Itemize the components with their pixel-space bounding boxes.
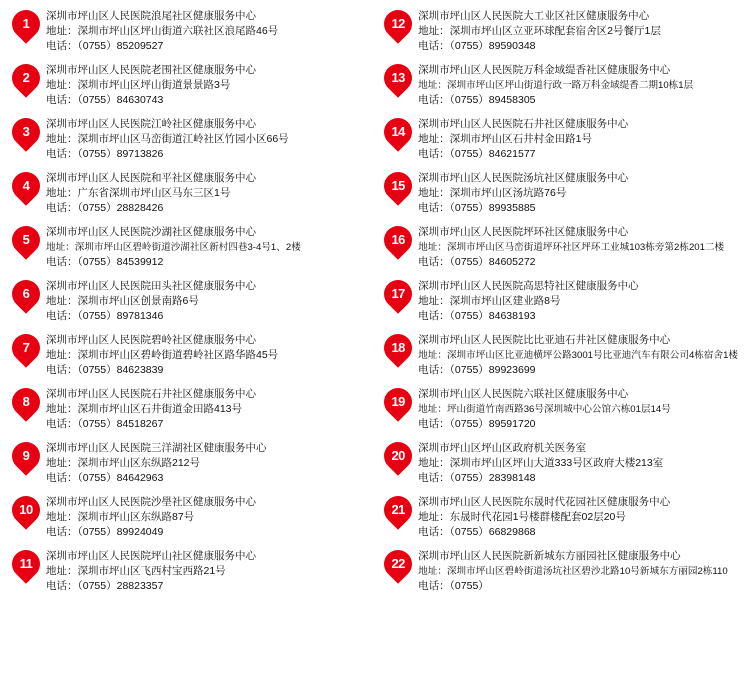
address-label: 地址： <box>46 565 78 577</box>
center-address-line <box>418 510 738 525</box>
address-label: 地址： <box>418 404 447 415</box>
map-pin-icon <box>384 118 412 152</box>
list-item-info <box>46 548 368 594</box>
list-item[interactable] <box>384 278 738 324</box>
list-item-info <box>46 494 368 540</box>
center-phone: （0755）89924049 <box>77 526 164 538</box>
center-phone: （0755）89935885 <box>449 202 536 214</box>
map-pin-icon <box>12 118 40 152</box>
map-pin-icon <box>384 388 412 422</box>
map-pin-icon <box>12 64 40 98</box>
center-name: 深圳市坪山区人民医院沙壆社区健康服务中心 <box>46 496 256 508</box>
center-address: 深圳市坪山区坪山大道333号区政府大楼213室 <box>449 457 664 469</box>
center-address-line <box>418 24 738 39</box>
center-name: 深圳市坪山区人民医院比比亚迪石井社区健康服务中心 <box>418 334 671 346</box>
center-phone-line <box>418 417 738 432</box>
list-item[interactable] <box>384 224 738 270</box>
center-address-line <box>46 24 368 39</box>
list-item[interactable] <box>12 332 368 378</box>
phone-label: 电话： <box>46 526 78 538</box>
pin-number: 11 <box>19 556 33 571</box>
center-phone-line <box>46 93 368 108</box>
phone-label: 电话： <box>46 472 78 484</box>
list-item[interactable] <box>12 278 368 324</box>
map-pin-icon <box>384 64 412 98</box>
address-label: 地址： <box>46 511 78 523</box>
center-phone-line <box>418 579 738 594</box>
list-item-info <box>418 170 738 216</box>
phone-label: 电话： <box>418 256 450 268</box>
map-pin-icon <box>384 172 412 206</box>
center-address-line <box>418 564 738 579</box>
address-label: 地址： <box>418 457 450 469</box>
pin-number: 14 <box>391 124 405 139</box>
center-name: 深圳市坪山区人民医院浪尾社区健康服务中心 <box>46 10 256 22</box>
pin-number: 12 <box>391 16 405 31</box>
list-item-info <box>418 278 738 324</box>
address-label: 地址： <box>418 295 450 307</box>
phone-label: 电话： <box>418 310 450 322</box>
center-address-line <box>46 402 368 417</box>
pin-number: 10 <box>19 502 33 517</box>
center-address: 深圳市坪山区东纵路212号 <box>77 457 201 469</box>
phone-label: 电话： <box>418 202 450 214</box>
map-pin-icon <box>12 496 40 530</box>
list-item[interactable] <box>384 386 738 432</box>
center-address: 深圳市坪山区石井街道金田路413号 <box>77 403 243 415</box>
phone-label: 电话： <box>46 418 78 430</box>
pin-number: 16 <box>391 232 405 247</box>
phone-label: 电话： <box>46 310 78 322</box>
address-label: 地址： <box>46 457 78 469</box>
list-item[interactable] <box>384 170 738 216</box>
address-label: 地址： <box>46 79 78 91</box>
phone-label: 电话： <box>418 94 450 106</box>
pin-number: 18 <box>391 340 405 355</box>
center-phone: （0755）89591720 <box>449 418 536 430</box>
center-address: 深圳市坪山区东纵路87号 <box>77 511 195 523</box>
center-address: 深圳市坪山区立亚环球配套宿舍区2号餐厅1层 <box>449 25 661 37</box>
center-phone-line <box>46 255 368 270</box>
phone-label: 电话： <box>46 202 78 214</box>
center-phone-line <box>418 309 738 324</box>
center-address: 深圳市坪山区坪山街道景景路3号 <box>77 79 231 91</box>
center-address-line <box>46 564 368 579</box>
center-phone-line <box>418 39 738 54</box>
center-address: 深圳市坪山区创景南路6号 <box>77 295 199 307</box>
center-address-line <box>46 294 368 309</box>
list-item[interactable] <box>12 494 368 540</box>
center-phone: （0755） <box>449 580 489 592</box>
list-item-info <box>46 62 368 108</box>
center-phone: （0755）84638193 <box>449 310 536 322</box>
address-label: 地址： <box>418 25 450 37</box>
list-item[interactable] <box>384 494 738 540</box>
map-pin-icon <box>12 10 40 44</box>
map-pin-icon <box>384 442 412 476</box>
center-name: 深圳市坪山区人民医院高思特社区健康服务中心 <box>418 280 639 292</box>
center-address: 广东省深圳市坪山区马东三区1号 <box>77 187 231 199</box>
right-column <box>374 8 738 665</box>
address-label: 地址： <box>418 133 450 145</box>
pin-number: 4 <box>22 178 30 193</box>
list-item[interactable] <box>384 8 738 54</box>
center-phone: （0755）89923699 <box>449 364 536 376</box>
phone-label: 电话： <box>46 256 78 268</box>
center-name: 深圳市坪山区人民医院石井社区健康服务中心 <box>418 118 629 130</box>
list-item-info <box>418 332 738 378</box>
address-label: 地址： <box>46 403 78 415</box>
center-address-line <box>46 510 368 525</box>
center-name: 深圳市坪山区人民医院三洋湖社区健康服务中心 <box>46 442 267 454</box>
center-phone-line <box>418 147 738 162</box>
center-name: 深圳市坪山区人民医院大工业区社区健康服务中心 <box>418 10 650 22</box>
pin-number: 17 <box>391 286 405 301</box>
center-phone-line <box>46 309 368 324</box>
address-label: 地址： <box>418 511 450 523</box>
phone-label: 电话： <box>46 148 78 160</box>
list-item[interactable] <box>12 386 368 432</box>
list-item-info <box>418 386 738 432</box>
center-phone: （0755）84621577 <box>449 148 536 160</box>
center-phone: （0755）89781346 <box>77 310 164 322</box>
center-phone-line <box>418 363 738 378</box>
left-column <box>12 8 374 665</box>
list-item-info <box>418 440 738 486</box>
center-name: 深圳市坪山区人民医院老围社区健康服务中心 <box>46 64 256 76</box>
list-item-info <box>46 170 368 216</box>
list-item[interactable] <box>12 440 368 486</box>
center-phone: （0755）84539912 <box>77 256 164 268</box>
list-item[interactable] <box>384 116 738 162</box>
address-label: 地址： <box>46 133 78 145</box>
center-address: 深圳市坪山区碧岭街道碧岭社区路华路45号 <box>77 349 279 361</box>
center-address-line <box>418 348 738 363</box>
pin-number: 21 <box>391 502 405 517</box>
list-item-info <box>46 8 368 54</box>
list-item-info <box>418 116 738 162</box>
map-pin-icon <box>12 388 40 422</box>
phone-label: 电话： <box>418 526 450 538</box>
center-address: 深圳市坪山区坪山街道行政一路万科金域缇香二期10栋1层 <box>446 80 694 91</box>
center-phone-line <box>46 525 368 540</box>
pin-number: 2 <box>22 70 30 85</box>
center-phone: （0755）84605272 <box>449 256 536 268</box>
center-address-line <box>46 78 368 93</box>
list-item-info <box>418 224 738 270</box>
map-pin-icon <box>12 334 40 368</box>
center-address: 深圳市坪山区马峦街道坪环社区坪环工业城103栋旁第2栋201二楼 <box>446 242 725 253</box>
center-name: 深圳市坪山区人民医院和平社区健康服务中心 <box>46 172 256 184</box>
center-phone: （0755）89713826 <box>77 148 164 160</box>
center-address-line <box>418 402 738 417</box>
center-phone-line <box>46 363 368 378</box>
pin-number: 19 <box>391 394 405 409</box>
list-item[interactable] <box>12 62 368 108</box>
address-label: 地址： <box>418 242 447 253</box>
center-phone: （0755）85209527 <box>77 40 164 52</box>
list-item[interactable] <box>12 116 368 162</box>
list-item[interactable] <box>12 224 368 270</box>
center-phone: （0755）84630743 <box>77 94 164 106</box>
list-item[interactable] <box>12 548 368 594</box>
list-item[interactable] <box>384 548 738 594</box>
center-phone: （0755）89590348 <box>449 40 536 52</box>
map-pin-icon <box>12 442 40 476</box>
phone-label: 电话： <box>46 364 78 376</box>
pin-number: 13 <box>391 70 405 85</box>
phone-label: 电话： <box>418 580 450 592</box>
center-address-line <box>46 348 368 363</box>
address-label: 地址： <box>46 349 78 361</box>
center-address-line <box>46 240 368 255</box>
map-pin-icon <box>12 172 40 206</box>
list-item-info <box>46 332 368 378</box>
pin-number: 5 <box>22 232 30 247</box>
center-address-line <box>46 186 368 201</box>
center-phone: （0755）28823357 <box>77 580 164 592</box>
list-item-info <box>418 548 738 594</box>
pin-number: 1 <box>22 16 30 31</box>
pin-number: 15 <box>391 178 405 193</box>
center-name: 深圳市坪山区人民医院汤坑社区健康服务中心 <box>418 172 629 184</box>
phone-label: 电话： <box>418 418 450 430</box>
center-name: 深圳市坪山区人民医院坪环社区健康服务中心 <box>418 226 629 238</box>
phone-label: 电话： <box>418 472 450 484</box>
center-phone: （0755）28398148 <box>449 472 536 484</box>
list-item-info <box>46 386 368 432</box>
map-pin-icon <box>384 550 412 584</box>
center-name: 深圳市坪山区坪山区政府机关医务室 <box>418 442 587 454</box>
center-address-line <box>418 456 738 471</box>
map-pin-icon <box>384 334 412 368</box>
center-phone-line <box>418 471 738 486</box>
list-item-info <box>418 8 738 54</box>
center-address: 深圳市坪山区坪山街道六联社区浪尾路46号 <box>77 25 279 37</box>
phone-label: 电话： <box>418 148 450 160</box>
center-phone-line <box>46 201 368 216</box>
center-address: 坪山街道竹南西路36号深圳城中心公馆六栋01层14号 <box>446 404 671 415</box>
center-name: 深圳市坪山区人民医院石井社区健康服务中心 <box>46 388 256 400</box>
center-phone-line <box>418 255 738 270</box>
center-name: 深圳市坪山区人民医院沙湖社区健康服务中心 <box>46 226 256 238</box>
pin-number: 20 <box>391 448 405 463</box>
center-phone: （0755）84518267 <box>77 418 164 430</box>
center-address: 深圳市坪山区比亚迪横坪公路3001号比亚迪汽车有限公司4栋宿舍1楼 <box>446 350 738 361</box>
map-pin-icon <box>12 280 40 314</box>
map-pin-icon <box>384 496 412 530</box>
list-item-info <box>46 278 368 324</box>
phone-label: 电话： <box>46 94 78 106</box>
list-item-info <box>418 62 738 108</box>
pin-number: 22 <box>391 556 405 571</box>
map-pin-icon <box>12 550 40 584</box>
center-phone-line <box>46 417 368 432</box>
center-phone-line <box>46 147 368 162</box>
map-pin-icon <box>384 226 412 260</box>
map-pin-icon <box>12 226 40 260</box>
center-address-line <box>418 294 738 309</box>
center-address-line <box>418 132 738 147</box>
center-name: 深圳市坪山区人民医院东晟时代花园社区健康服务中心 <box>418 496 671 508</box>
center-phone: （0755）89458305 <box>449 94 536 106</box>
list-item[interactable] <box>384 62 738 108</box>
map-pin-icon <box>384 10 412 44</box>
center-phone-line <box>46 471 368 486</box>
center-phone-line <box>46 39 368 54</box>
list-item-info <box>418 494 738 540</box>
center-phone-line <box>46 579 368 594</box>
center-name: 深圳市坪山区人民医院坪山社区健康服务中心 <box>46 550 256 562</box>
list-item-info <box>46 224 368 270</box>
center-address-line <box>46 132 368 147</box>
phone-label: 电话： <box>418 364 450 376</box>
center-phone-line <box>418 93 738 108</box>
center-phone-line <box>418 201 738 216</box>
center-address: 深圳市坪山区碧岭街道沙湖社区新村四巷3-4号1、2楼 <box>74 242 301 253</box>
pin-number: 7 <box>22 340 30 355</box>
center-address-line <box>418 186 738 201</box>
center-address: 深圳市坪山区马峦街道江岭社区竹园小区66号 <box>77 133 289 145</box>
center-name: 深圳市坪山区人民医院六联社区健康服务中心 <box>418 388 629 400</box>
center-address: 深圳市坪山区汤坑路76号 <box>449 187 567 199</box>
center-name: 深圳市坪山区人民医院碧岭社区健康服务中心 <box>46 334 256 346</box>
address-label: 地址： <box>418 566 447 577</box>
list-item-info <box>46 440 368 486</box>
center-address: 东晟时代花园1号楼群楼配套02层20号 <box>449 511 626 523</box>
center-phone: （0755）84642963 <box>77 472 164 484</box>
center-phone: （0755）84623839 <box>77 364 164 376</box>
center-address: 深圳市坪山区石井村金田路1号 <box>449 133 593 145</box>
pin-number: 3 <box>22 124 30 139</box>
list-item[interactable] <box>12 8 368 54</box>
address-label: 地址： <box>46 295 78 307</box>
list-item[interactable] <box>12 170 368 216</box>
map-pin-icon <box>384 280 412 314</box>
address-label: 地址： <box>46 25 78 37</box>
center-name: 深圳市坪山区人民医院田头社区健康服务中心 <box>46 280 256 292</box>
center-name: 深圳市坪山区人民医院万科金域缇香社区健康服务中心 <box>418 64 671 76</box>
center-name: 深圳市坪山区人民医院江岭社区健康服务中心 <box>46 118 256 130</box>
address-label: 地址： <box>418 350 447 361</box>
list-item[interactable] <box>384 440 738 486</box>
center-address-line <box>46 456 368 471</box>
address-label: 地址： <box>418 187 450 199</box>
center-address-line <box>418 78 738 93</box>
pin-number: 9 <box>22 448 30 463</box>
address-label: 地址： <box>46 187 78 199</box>
center-address-line <box>418 240 738 255</box>
center-name: 深圳市坪山区人民医院新新城东方丽园社区健康服务中心 <box>418 550 681 562</box>
center-address: 深圳市坪山区飞西村宝西路21号 <box>77 565 226 577</box>
center-address: 深圳市坪山区建业路8号 <box>449 295 561 307</box>
pin-number: 6 <box>22 286 30 301</box>
phone-label: 电话： <box>46 40 78 52</box>
phone-label: 电话： <box>418 40 450 52</box>
pin-number: 8 <box>22 394 30 409</box>
center-phone-line <box>418 525 738 540</box>
center-phone: （0755）28828426 <box>77 202 164 214</box>
center-address: 深圳市坪山区碧岭街道汤坑社区碧沙北路10号新城东方丽园2栋110 <box>446 566 728 577</box>
phone-label: 电话： <box>46 580 78 592</box>
address-label: 地址： <box>46 242 75 253</box>
center-phone: （0755）66829868 <box>449 526 536 538</box>
list-item-info <box>46 116 368 162</box>
list-item[interactable] <box>384 332 738 378</box>
address-label: 地址： <box>418 80 447 91</box>
